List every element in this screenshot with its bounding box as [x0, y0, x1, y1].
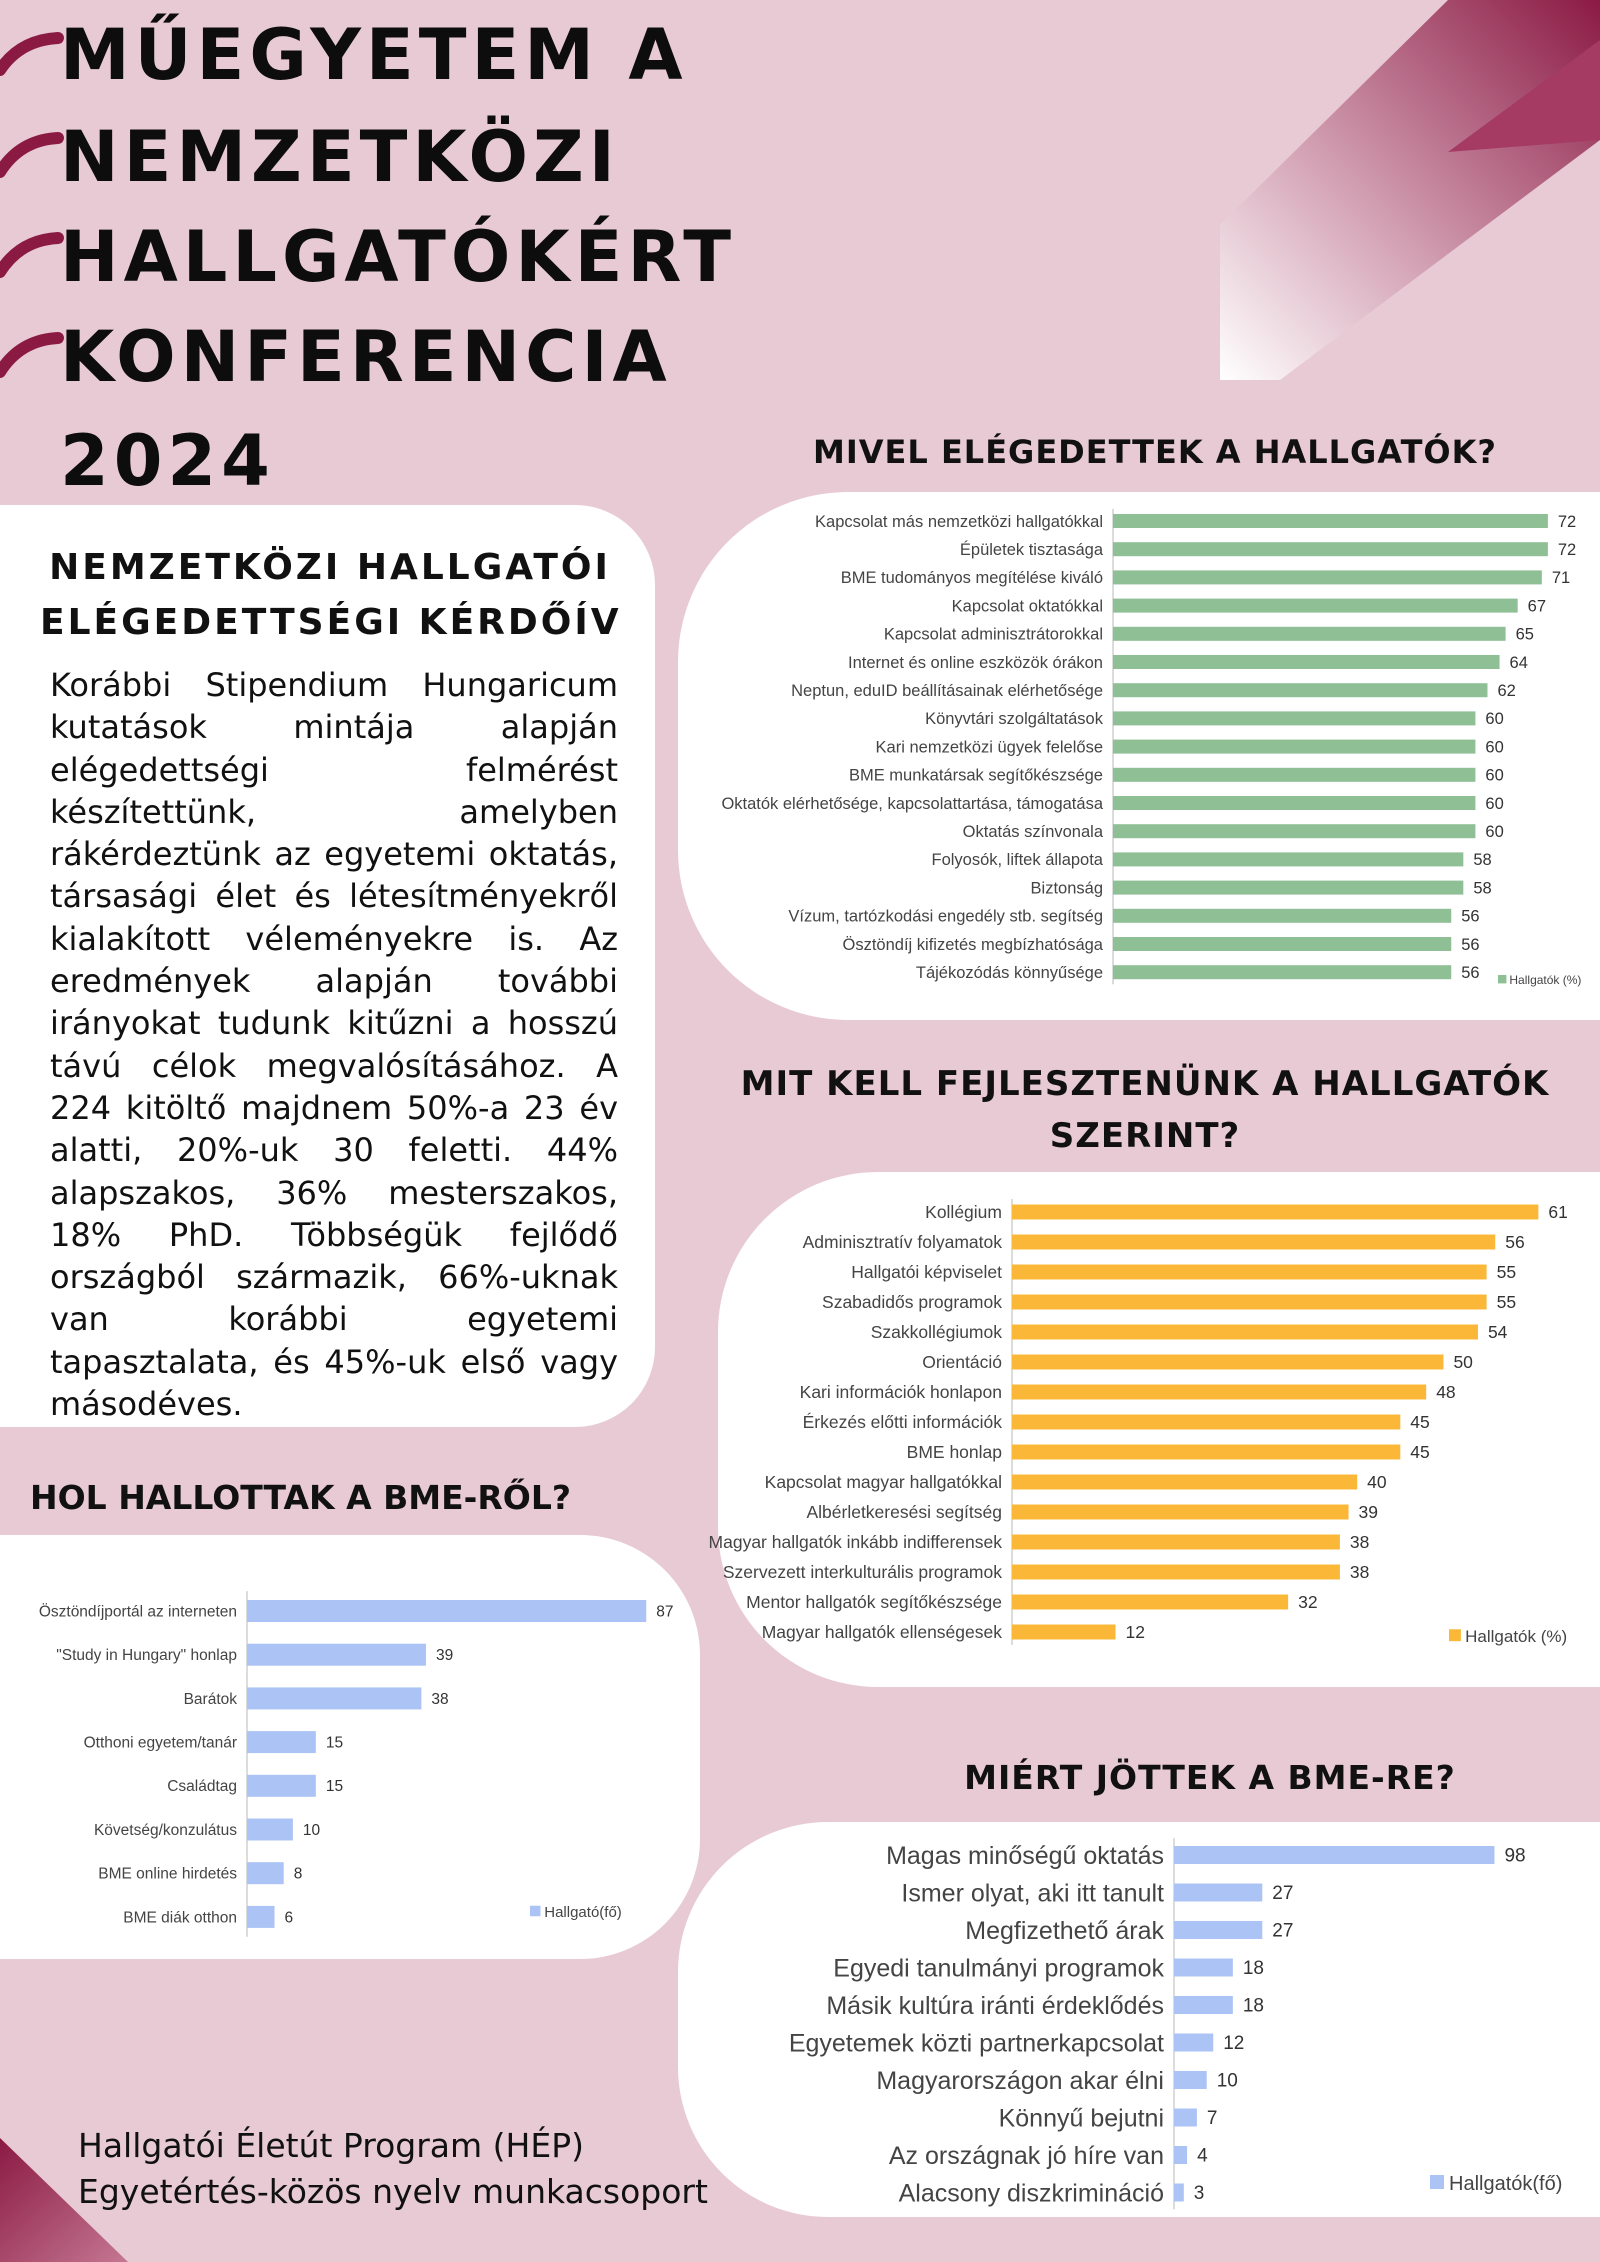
improve-heading-line: MIT KELL FEJLESZTENÜNK A HALLGATÓK — [740, 1064, 1550, 1104]
value-label: 18 — [1242, 1958, 1265, 1980]
value-label: 45 — [1410, 1412, 1430, 1433]
category-label: Megfizethető árak — [965, 1916, 1164, 1945]
category-label: Albérletkeresési segítség — [806, 1502, 1002, 1523]
category-label: Ösztöndíjportál az interneten — [38, 1603, 237, 1621]
bar — [1113, 881, 1463, 895]
bar — [247, 1775, 316, 1797]
bar — [1113, 683, 1487, 697]
category-label: Magyarországon akar élni — [876, 2066, 1164, 2095]
improve-heading-line: SZERINT? — [1049, 1116, 1241, 1156]
bar — [1012, 1325, 1478, 1340]
footer-program: Hallgatói Életút Program (HÉP) — [78, 2126, 584, 2165]
bar — [1113, 824, 1475, 838]
title-line: NEMZETKÖZI — [60, 116, 620, 198]
category-label: BME tudományos megítélése kiváló — [840, 569, 1103, 588]
legend-swatch — [1430, 2175, 1444, 2189]
bar — [247, 1862, 284, 1884]
category-label: Hallgatói képviselet — [851, 1262, 1002, 1283]
category-label: Másik kultúra iránti érdeklődés — [826, 1991, 1164, 2020]
why-heading: MIÉRT JÖTTEK A BME-RE? — [964, 1758, 1456, 1797]
value-label: 65 — [1515, 625, 1534, 644]
value-label: 39 — [435, 1647, 454, 1665]
legend-swatch — [1498, 975, 1506, 983]
value-label: 39 — [1358, 1502, 1379, 1523]
value-label: 56 — [1461, 963, 1480, 982]
value-label: 67 — [1527, 597, 1547, 616]
category-label: Tájékozódás könnyűsége — [915, 963, 1103, 982]
category-label: Magyar hallgatók inkább indifferensek — [708, 1532, 1002, 1553]
category-label: Alacsony diszkrimináció — [898, 2179, 1164, 2208]
bar — [1012, 1475, 1357, 1490]
value-label: 27 — [1272, 1920, 1294, 1942]
value-label: 38 — [1349, 1562, 1370, 1583]
value-label: 27 — [1272, 1883, 1294, 1905]
legend-label: Hallgatók (%) — [1465, 1627, 1568, 1646]
bar — [1113, 909, 1451, 923]
decorative-ribbon — [1200, 0, 1600, 390]
category-label: Internet és online eszközök órákon — [848, 653, 1103, 672]
bar — [1113, 852, 1463, 866]
bar — [1012, 1385, 1426, 1400]
legend-swatch — [530, 1906, 541, 1917]
value-label: 55 — [1496, 1292, 1517, 1313]
value-label: 60 — [1485, 766, 1504, 785]
value-label: 72 — [1557, 540, 1577, 559]
category-label: Könyvtári szolgáltatások — [925, 710, 1103, 729]
improve-chart — [678, 1172, 1600, 1687]
heard-chart — [0, 1535, 700, 1959]
bar — [1113, 599, 1518, 613]
bar — [1012, 1265, 1487, 1280]
bar — [1113, 711, 1475, 725]
value-label: 4 — [1197, 2145, 1208, 2167]
value-label: 60 — [1485, 738, 1504, 757]
survey-title-line: ELÉGEDETTSÉGI KÉRDŐÍV — [40, 602, 622, 643]
why-chart — [678, 1822, 1600, 2217]
value-label: 38 — [431, 1690, 449, 1708]
category-label: "Study in Hungary" honlap — [56, 1647, 237, 1665]
category-label: Kapcsolat adminisztrátorokkal — [883, 625, 1103, 644]
value-label: 12 — [1223, 2033, 1245, 2055]
value-label: 64 — [1509, 653, 1528, 672]
footer-workgroup: Egyetértés-közös nyelv munkacsoport — [78, 2172, 708, 2211]
category-label: Ösztöndíj kifizetés megbízhatósága — [842, 935, 1103, 954]
category-label: Adminisztratív folyamatok — [802, 1232, 1002, 1253]
category-label: Kapcsolat más nemzetközi hallgatókkal — [815, 512, 1103, 531]
bar — [1113, 627, 1506, 641]
value-label: 60 — [1485, 710, 1504, 729]
category-label: Orientáció — [922, 1352, 1002, 1373]
value-label: 62 — [1497, 681, 1516, 700]
bar — [1174, 1921, 1262, 1939]
bar — [247, 1644, 426, 1666]
bar — [1174, 1884, 1262, 1902]
value-label: 61 — [1548, 1202, 1568, 1223]
title-line: MŰEGYETEM A — [60, 14, 688, 96]
bar — [1012, 1625, 1116, 1640]
category-label: Magyar hallgatók ellenségesek — [761, 1622, 1002, 1643]
category-label: Szabadidős programok — [822, 1292, 1002, 1313]
value-label: 45 — [1410, 1442, 1430, 1463]
value-label: 58 — [1473, 851, 1492, 870]
category-label: Követség/konzulátus — [93, 1821, 237, 1839]
title-line: HALLGATÓKÉRT — [60, 216, 736, 298]
category-label: Szervezett interkulturális programok — [722, 1562, 1002, 1583]
category-label: Biztonság — [1030, 879, 1103, 898]
value-label: 3 — [1193, 2183, 1205, 2205]
legend-label: Hallgatók (%) — [1509, 973, 1582, 987]
category-label: Oktatás színvonala — [962, 822, 1103, 841]
bar — [1174, 2034, 1213, 2052]
bar — [1174, 1996, 1233, 2014]
bar — [247, 1687, 421, 1709]
bar — [1174, 2109, 1197, 2127]
bar — [1113, 937, 1451, 951]
satisfied-chart — [678, 492, 1600, 1020]
bar — [247, 1906, 275, 1928]
value-label: 58 — [1473, 879, 1492, 898]
survey-description: Korábbi Stipendium Hungaricum kutatások mintája alapján elégedettségi felmérést készítettünk, amelyben rákérdeztünk az egyetemi oktatás, társasági élet és létesítményekről kialakított véleményekre is. Az eredmények alapján további irányokat tudunk kitűzni a hosszú távú célok megvalósításához. A 224 kitöltő majdnem 50%-a 23 év alatti, 20%-uk 30 feletti. 44% alapszakos, 36% mesterszakos, 18% PhD. Többségük fejlődő országból származik, 66%-uknak van korábbi egyetemi tapasztalata, és 45%-uk első vagy másodéves. — [50, 666, 618, 1424]
value-label: 56 — [1461, 907, 1480, 926]
category-label: Egyedi tanulmányi programok — [833, 1954, 1164, 1983]
category-label: Mentor hallgatók segítőkészsége — [746, 1592, 1002, 1613]
bar — [1113, 655, 1500, 669]
category-label: Vízum, tartózkodási engedély stb. segítség — [788, 907, 1103, 926]
value-label: 12 — [1125, 1622, 1146, 1643]
bar — [1174, 2184, 1184, 2202]
category-label: Otthoni egyetem/tanár — [83, 1734, 237, 1752]
legend-label: Hallgatók(fő) — [1449, 2173, 1563, 2195]
value-label: 7 — [1206, 2108, 1218, 2130]
value-label: 10 — [1216, 2070, 1238, 2092]
bar — [1113, 965, 1451, 979]
bar — [247, 1600, 646, 1622]
bar — [1012, 1565, 1340, 1580]
value-label: 40 — [1367, 1472, 1387, 1493]
category-label: Kari nemzetközi ügyek felelőse — [875, 738, 1103, 757]
heard-heading: HOL HALLOTTAK A BME-RŐL? — [30, 1478, 571, 1517]
bar — [1012, 1445, 1400, 1460]
category-label: BME honlap — [906, 1442, 1002, 1463]
category-label: Magas minőségű oktatás — [886, 1841, 1164, 1870]
value-label: 50 — [1453, 1352, 1473, 1373]
bar — [1113, 542, 1548, 556]
value-label: 98 — [1504, 1845, 1526, 1867]
category-label: Épületek tisztasága — [959, 540, 1103, 559]
bar — [247, 1731, 316, 1753]
value-label: 87 — [656, 1603, 674, 1621]
category-label: Egyetemek közti partnerkapcsolat — [788, 2029, 1164, 2058]
bar — [1012, 1295, 1487, 1310]
bar — [1012, 1595, 1288, 1610]
value-label: 38 — [1349, 1532, 1370, 1553]
bar — [1012, 1205, 1538, 1220]
category-label: Oktatók elérhetősége, kapcsolattartása, támogatása — [721, 794, 1103, 813]
survey-title-line: NEMZETKÖZI HALLGATÓI — [49, 547, 611, 588]
category-label: Ismer olyat, aki itt tanult — [901, 1879, 1164, 1908]
value-label: 55 — [1496, 1262, 1517, 1283]
bar — [1174, 2146, 1187, 2164]
category-label: BME diák otthon — [123, 1909, 237, 1927]
value-label: 48 — [1436, 1382, 1456, 1403]
bar — [1113, 514, 1548, 528]
value-label: 56 — [1461, 935, 1480, 954]
value-label: 6 — [284, 1909, 294, 1927]
category-label: Kapcsolat magyar hallgatókkal — [764, 1472, 1002, 1493]
category-label: Érkezés előtti információk — [802, 1412, 1002, 1433]
category-label: Kapcsolat oktatókkal — [951, 597, 1103, 616]
bar — [1113, 570, 1542, 584]
category-label: Kollégium — [925, 1202, 1002, 1223]
bar — [1113, 740, 1475, 754]
category-label: Barátok — [183, 1690, 237, 1708]
bar — [1174, 1959, 1233, 1977]
bar — [1012, 1235, 1495, 1250]
value-label: 54 — [1487, 1322, 1508, 1343]
value-label: 18 — [1242, 1995, 1265, 2017]
bar — [1113, 796, 1475, 810]
value-label: 71 — [1551, 569, 1571, 588]
bar — [1174, 2071, 1207, 2089]
category-label: Folyosók, liftek állapota — [931, 851, 1103, 870]
value-label: 15 — [325, 1734, 344, 1752]
value-label: 32 — [1298, 1592, 1318, 1613]
bar — [247, 1819, 293, 1841]
value-label: 72 — [1557, 512, 1577, 531]
value-label: 60 — [1485, 822, 1504, 841]
category-label: Szakkollégiumok — [870, 1322, 1002, 1343]
value-label: 8 — [293, 1865, 303, 1883]
bar — [1012, 1535, 1340, 1550]
satisfied-heading: MIVEL ELÉGEDETTEK A HALLGATÓK? — [813, 433, 1497, 471]
category-label: Az országnak jó híre van — [888, 2141, 1164, 2170]
legend-label: Hallgató(fő) — [544, 1904, 622, 1921]
category-label: BME munkatársak segítőkészsége — [848, 766, 1103, 785]
value-label: 15 — [325, 1778, 344, 1796]
legend-swatch — [1449, 1629, 1461, 1641]
bar — [1012, 1355, 1443, 1370]
bar — [1174, 1846, 1494, 1864]
category-label: Neptun, eduID beállításainak elérhetősége — [791, 681, 1103, 700]
bar — [1012, 1415, 1400, 1430]
bar — [1012, 1505, 1349, 1520]
category-label: Könnyű bejutni — [998, 2104, 1164, 2133]
value-label: 56 — [1505, 1232, 1525, 1253]
title-line: KONFERENCIA — [60, 316, 672, 398]
improve-heading — [700, 1058, 1590, 1162]
bar — [1113, 768, 1475, 782]
survey-title — [40, 540, 620, 650]
category-label: BME online hirdetés — [98, 1865, 237, 1883]
category-label: Családtag — [167, 1778, 237, 1796]
category-label: Kari információk honlapon — [799, 1382, 1002, 1403]
value-label: 10 — [302, 1821, 321, 1839]
value-label: 60 — [1485, 794, 1504, 813]
title-line: 2024 — [60, 420, 275, 502]
